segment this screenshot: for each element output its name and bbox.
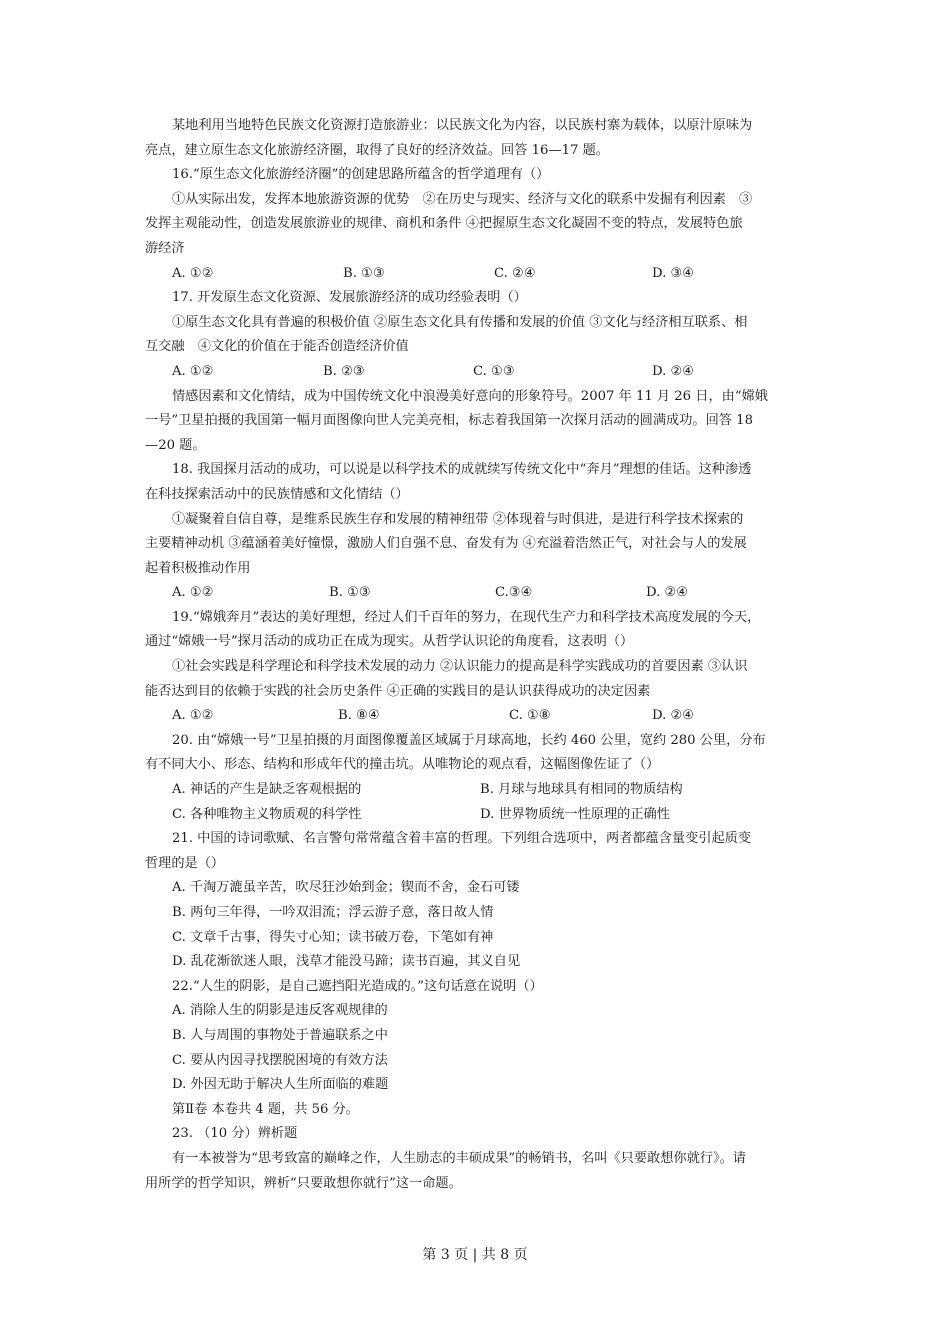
question-17-options <box>145 360 810 385</box>
option-a: A. 消除人生的阴影是违反客观规律的 <box>172 1003 388 1019</box>
question-20-options-row <box>145 803 810 828</box>
question-16-body-line: 游经济 <box>145 240 185 256</box>
question-19-options <box>145 704 810 729</box>
option-c: C. 各种唯物主义物质观的科学性 <box>172 806 362 822</box>
option-a: A. 神话的产生是缺乏客观根据的 <box>172 782 362 798</box>
part-2-heading: 第Ⅱ卷 本卷共 4 题，共 56 分。 <box>172 1101 359 1117</box>
question-18-stem-line: 18. 我国探月活动的成功，可以说是以科学技术的成就续写传统文化中“奔月”理想的佳话。这种渗透 <box>172 462 752 478</box>
option-b: B. ①③ <box>343 265 385 281</box>
option-d: D. 外因无助于解决人生所面临的难题 <box>172 1077 389 1093</box>
question-19-body-line: 能否达到目的依赖于实践的社会历史条件 ④正确的实践目的是认识获得成功的决定因素 <box>145 683 651 699</box>
question-18-body-line: ①凝聚着自信自尊，是维系民族生存和发展的精神纽带 ②体现着与时俱进，是进行科学技术探索的 <box>172 511 744 527</box>
question-18-options <box>145 581 810 606</box>
option-b: B. 两句三年得，一吟双泪流；浮云游子意，落日故人情 <box>172 905 494 920</box>
question-18-stem-line: 在科技探索活动中的民族情感和文化情结（） <box>145 486 409 502</box>
option-c: C. 文章千古事，得失寸心知；读书破万卷，下笔如有神 <box>172 929 494 945</box>
question-20-stem-line: 有不同大小、形态、结构和形成年代的撞击坑。从唯物论的观点看，这幅图像佐证了（） <box>145 757 660 773</box>
option-c: C. ②④ <box>494 265 536 281</box>
page-content <box>145 114 810 1196</box>
page-number-footer: 第 3 页 | 共 8 页 <box>422 1247 528 1263</box>
question-19-stem-line: 通过“嫦娥一号”探月活动的成功正在成为现实。从哲学认识论的角度看，这表明（） <box>145 634 634 650</box>
option-b: B. ①③ <box>329 585 371 601</box>
question-17-body-line: ①原生态文化具有普遍的积极价值 ②原生态文化具有传播和发展的价值 ③文化与经济相互联系、相 <box>172 314 748 330</box>
question-19-body-line: ①社会实践是科学理论和科学技术发展的动力 ②认识能力的提高是科学实践成功的首要因素 ③认识 <box>172 659 748 675</box>
intro-paragraph-line: 情感因素和文化情结，成为中国传统文化中浪漫美好意向的形象符号。2007 年 11 月 26 日，由“嫦娥 <box>172 388 768 404</box>
question-16-body-line: 发挥主观能动性，创造发展旅游业的规律、商机和条件 ④把握原生态文化凝固不变的特点，发展特色旅 <box>145 216 743 232</box>
option-c: C. ①⑧ <box>509 708 551 724</box>
question-20-stem-line: 20. 由“嫦娥一号”卫星拍摄的月面图像覆盖区域属于月球高地，长约 460 公里，宽约 280 公里，分布 <box>172 732 766 748</box>
option-b: B. 月球与地球具有相同的物质结构 <box>480 782 683 798</box>
question-23-body-line: 用所学的哲学知识，辨析“只要敢想你就行”这一命题。 <box>145 1175 462 1191</box>
question-23-stem: 23. （10 分）辨析题 <box>172 1126 298 1142</box>
question-16-options <box>145 262 810 287</box>
option-b: B. ②③ <box>323 363 365 379</box>
option-b: B. 人与周围的事物处于普遍联系之中 <box>172 1027 388 1043</box>
question-19-stem-line: 19.“嫦娥奔月”表达的美好理想，经过人们千百年的努力，在现代生产力和科学技术高度发展的今天， <box>172 609 761 625</box>
option-c: C.③④ <box>495 585 533 601</box>
question-22-stem: 22.“人生的阴影，是自己遮挡阳光造成的。”这句话意在说明（） <box>172 978 543 994</box>
option-b: B. ⑧④ <box>338 708 380 724</box>
question-21-stem-line: 哲理的是（） <box>145 855 225 871</box>
option-a: A. 千淘万漉虽辛苦，吹尽狂沙始到金；锲而不舍，金石可镂 <box>172 880 520 896</box>
option-a: A. ①② <box>172 585 214 601</box>
option-d: D. ③④ <box>652 265 695 281</box>
question-17-stem: 17. 开发原生态文化资源、发展旅游经济的成功经验表明（） <box>172 290 527 306</box>
question-20-options-row <box>145 778 810 803</box>
intro-paragraph-line: 某地利用当地特色民族文化资源打造旅游业：以民族文化为内容，以民族村寨为载体，以原汁原味为 <box>172 118 753 133</box>
question-18-body-line: 主要精神动机 ③蕴涵着美好憧憬，激励人们自强不息、奋发有为 ④充溢着浩然正气，对社会与人的发展 <box>145 536 747 552</box>
option-d: D. ②④ <box>646 585 689 601</box>
option-d: D. ②④ <box>652 708 695 724</box>
question-21-stem-line: 21. 中国的诗词歌赋、名言警句常常蕴含着丰富的哲理。下列组合选项中，两者都蕴含量变引起质变 <box>172 831 752 847</box>
question-16-body-line: ①从实际出发，发挥本地旅游资源的优势 ②在历史与现实、经济与文化的联系中发掘有利因素 ③ <box>172 191 753 207</box>
option-a: A. ①② <box>172 265 214 281</box>
intro-paragraph-line: 一号”卫星拍摄的我国第一幅月面图像向世人完美亮相，标志着我国第一次探月活动的圆满成功。回答 18 <box>145 413 753 429</box>
intro-paragraph-line: 亮点，建立原生态文化旅游经济圈，取得了良好的经济效益。回答 16—17 题。 <box>145 142 609 158</box>
question-18-body-line: 起着积极推动作用 <box>145 560 251 576</box>
option-a: A. ①② <box>172 363 214 379</box>
option-d: D. 乱花渐欲迷人眼，浅草才能没马蹄；读书百遍，其义自见 <box>172 954 521 970</box>
question-17-body-line: 互交融 ④文化的价值在于能否创造经济价值 <box>145 339 409 355</box>
question-23-body-line: 有一本被誉为“思考致富的巅峰之作，人生励志的丰硕成果”的畅销书，名叫《只要敢想你就行》。请 <box>172 1150 746 1166</box>
option-c: C. 要从内因寻找摆脱困境的有效方法 <box>172 1052 388 1068</box>
option-d: D. 世界物质统一性原理的正确性 <box>480 806 670 822</box>
intro-paragraph-line: —20 题。 <box>145 437 206 453</box>
option-d: D. ②④ <box>652 363 695 379</box>
option-a: A. ①② <box>172 708 214 724</box>
option-c: C. ①③ <box>473 363 515 379</box>
question-16-stem: 16.“原生态文化旅游经济圈”的创建思路所蕴含的哲学道理有（） <box>172 167 550 183</box>
